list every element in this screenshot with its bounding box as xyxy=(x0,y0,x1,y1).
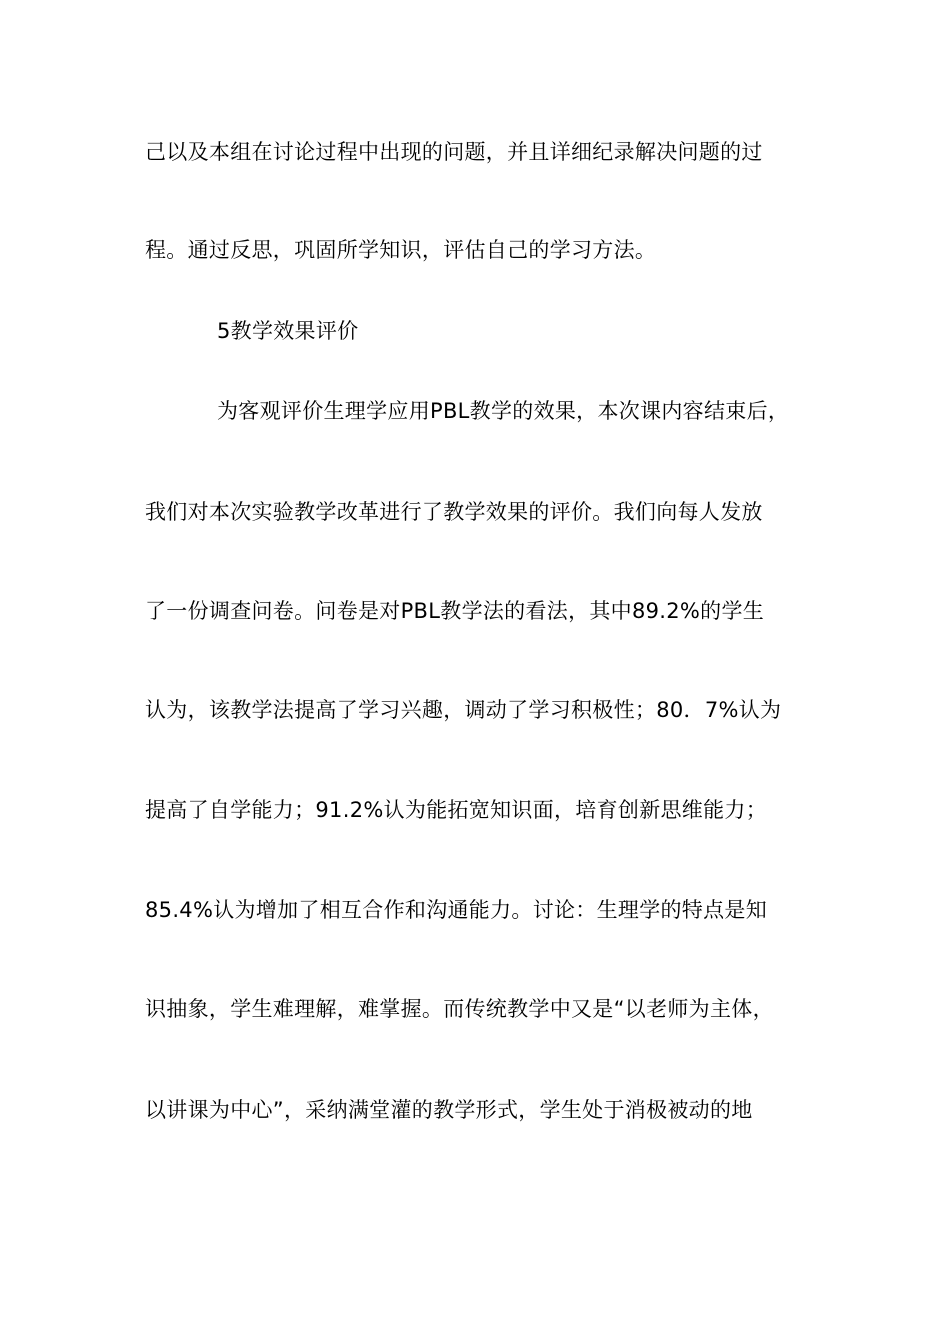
paragraph-line: 以讲课为中心”，采纳满堂灌的教学形式，学生处于消极被动的地 xyxy=(145,1098,753,1122)
paragraph-line: 提高了自学能力；91.2%认为能拓宽知识面，培育创新思维能力； xyxy=(145,798,768,822)
paragraph-line: 识抽象，学生难理解，难掌握。而传统教学中又是“以老师为主体， xyxy=(145,997,774,1021)
paragraph-line: 我们对本次实验教学改革进行了教学效果的评价。我们向每人发放 xyxy=(145,500,763,524)
paragraph-line: 己以及本组在讨论过程中出现的问题，并且详细纪录解决问题的过 xyxy=(145,140,763,164)
paragraph-line: 了一份调查问卷。问卷是对PBL教学法的看法，其中89.2%的学生 xyxy=(145,599,765,623)
paragraph-line: 认为，该教学法提高了学习兴趣，调动了学习积极性；80．7%认为 xyxy=(145,698,782,722)
section-heading: 5教学效果评价 xyxy=(217,319,359,343)
paragraph-line: 为客观评价生理学应用PBL教学的效果，本次课内容结束后， xyxy=(217,399,790,423)
paragraph-line: 85.4%认为增加了相互合作和沟通能力。讨论：生理学的特点是知 xyxy=(145,898,768,922)
paragraph-line: 程。通过反思，巩固所学知识，评估自己的学习方法。 xyxy=(145,238,657,262)
